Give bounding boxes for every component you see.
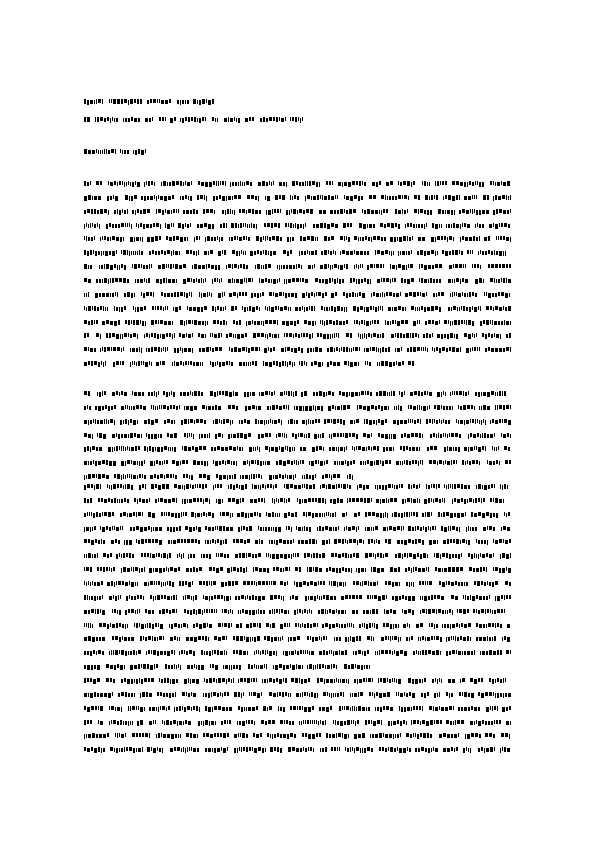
illegible-text-marks	[84, 566, 511, 573]
text-line	[84, 235, 511, 242]
illegible-text-marks	[84, 208, 511, 215]
illegible-text-marks	[84, 483, 511, 490]
text-line	[84, 622, 511, 629]
illegible-text-marks	[84, 538, 511, 545]
illegible-text-marks	[84, 497, 511, 504]
text-line	[84, 497, 511, 504]
text-line	[84, 194, 511, 201]
illegible-text-marks	[84, 432, 511, 439]
text-line	[84, 332, 511, 339]
text-line	[84, 691, 511, 698]
text-line	[84, 473, 354, 480]
illegible-text-marks	[84, 580, 511, 587]
illegible-text-marks	[84, 148, 146, 155]
illegible-text-marks	[84, 116, 304, 123]
text-line	[84, 263, 511, 270]
text-line	[84, 511, 511, 518]
text-line	[84, 732, 511, 739]
section-heading-line	[84, 148, 146, 155]
text-line	[84, 635, 511, 642]
illegible-text-marks	[84, 473, 354, 480]
illegible-text-marks	[84, 404, 511, 411]
illegible-text-marks	[84, 277, 511, 284]
illegible-text-marks	[84, 635, 511, 642]
illegible-text-marks	[84, 719, 511, 726]
text-line	[84, 180, 511, 187]
illegible-text-marks	[84, 705, 511, 712]
text-line	[84, 404, 511, 411]
illegible-text-marks	[84, 418, 511, 425]
text-line	[84, 291, 511, 298]
illegible-text-marks	[84, 445, 511, 452]
illegible-text-marks	[84, 746, 511, 753]
text-line	[84, 580, 511, 587]
text-line	[84, 552, 511, 559]
illegible-text-marks	[84, 194, 511, 201]
text-line	[84, 445, 511, 452]
text-line	[84, 649, 511, 656]
illegible-text-marks	[84, 222, 511, 229]
illegible-text-marks	[84, 459, 511, 466]
illegible-text-marks	[84, 346, 511, 353]
text-line	[84, 346, 511, 353]
illegible-text-marks	[84, 663, 374, 670]
illegible-text-marks	[84, 552, 511, 559]
illegible-text-marks	[84, 511, 511, 518]
text-line	[84, 608, 511, 615]
header-line-1	[84, 98, 214, 105]
text-line	[84, 305, 511, 312]
illegible-text-marks	[84, 332, 511, 339]
header-line-2	[84, 116, 304, 123]
text-line	[84, 538, 511, 545]
text-line	[84, 222, 511, 229]
text-line	[84, 719, 511, 726]
text-line	[84, 418, 511, 425]
text-line	[84, 483, 511, 490]
text-line	[84, 432, 511, 439]
text-line	[84, 705, 511, 712]
illegible-text-marks	[84, 235, 511, 242]
illegible-text-marks	[84, 249, 511, 256]
illegible-text-marks	[84, 319, 511, 326]
illegible-text-marks	[84, 622, 511, 629]
illegible-text-marks	[84, 98, 214, 105]
text-line	[84, 677, 511, 684]
illegible-text-marks	[84, 263, 511, 270]
text-line	[84, 390, 511, 397]
illegible-text-marks	[84, 691, 511, 698]
text-line	[84, 208, 511, 215]
illegible-text-marks	[84, 291, 511, 298]
text-line	[84, 360, 414, 367]
illegible-text-marks	[84, 677, 511, 684]
text-line	[84, 566, 511, 573]
illegible-text-marks	[84, 594, 511, 601]
text-line	[84, 319, 511, 326]
illegible-text-marks	[84, 608, 511, 615]
illegible-text-marks	[84, 732, 511, 739]
text-line	[84, 594, 511, 601]
illegible-text-marks	[84, 525, 511, 532]
illegible-text-marks	[84, 360, 414, 367]
illegible-text-marks	[84, 305, 511, 312]
illegible-text-marks	[84, 180, 511, 187]
text-line	[84, 277, 511, 284]
text-line	[84, 249, 511, 256]
text-line	[84, 525, 511, 532]
text-line	[84, 663, 374, 670]
text-line	[84, 746, 511, 753]
illegible-text-marks	[84, 649, 511, 656]
text-line	[84, 459, 511, 466]
illegible-text-marks	[84, 390, 511, 397]
